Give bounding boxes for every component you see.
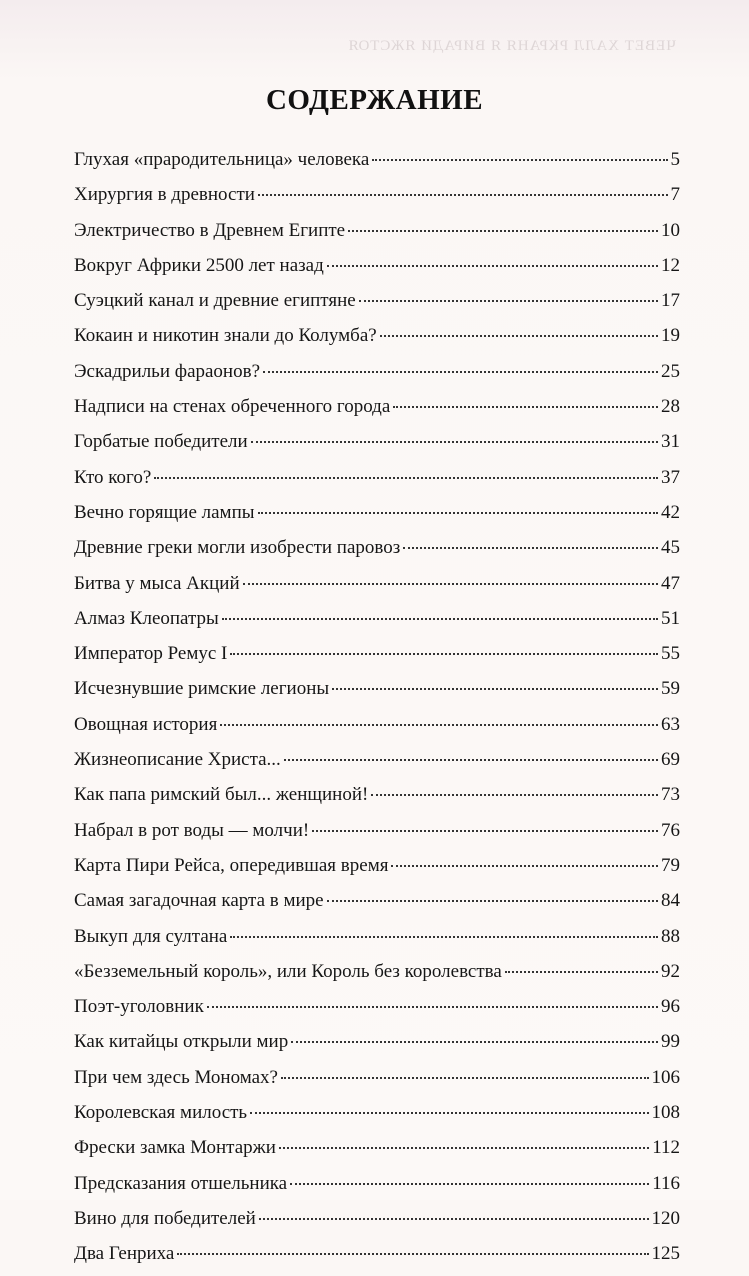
toc-entry-page-number: 51 <box>661 607 680 629</box>
toc-entry-title: Поэт-уголовник <box>74 996 204 1018</box>
toc-entry-page-number: 17 <box>661 290 680 312</box>
toc-entry <box>74 181 680 216</box>
toc-entry <box>74 1170 680 1205</box>
toc-entry <box>74 322 680 357</box>
toc-entry-page-number: 42 <box>661 501 680 523</box>
toc-entry-title: Электричество в Древнем Египте <box>74 219 346 241</box>
toc-entry-page-number: 37 <box>661 466 680 488</box>
toc-dot-leader <box>327 265 658 267</box>
toc-dot-leader <box>332 688 658 690</box>
toc-entry-title: Исчезнувшие римские легионы <box>74 678 330 700</box>
toc-dot-leader <box>279 1147 649 1149</box>
table-of-contents <box>74 146 680 1276</box>
toc-entry <box>74 1028 680 1063</box>
toc-dot-leader <box>251 441 658 443</box>
toc-dot-leader <box>505 971 658 973</box>
toc-entry-page-number: 125 <box>651 1243 680 1265</box>
toc-entry-page-number: 76 <box>661 819 680 841</box>
toc-dot-leader <box>250 1112 648 1114</box>
toc-entry <box>74 499 680 534</box>
toc-entry-title: Фрески замка Монтаржи <box>74 1137 276 1159</box>
toc-entry <box>74 464 680 499</box>
toc-dot-leader <box>154 477 658 479</box>
toc-entry-title: Надписи на стенах обреченного города <box>74 396 391 418</box>
toc-entry-title: Горбатые победители <box>74 431 248 453</box>
toc-entry <box>74 923 680 958</box>
toc-entry <box>74 887 680 922</box>
toc-dot-leader <box>243 583 658 585</box>
toc-entry-title: Битва у мыса Акций <box>74 572 240 594</box>
toc-entry-title: Предсказания отшельника <box>74 1172 288 1194</box>
toc-entry-title: Набрал в рот воды — молчи! <box>74 819 310 841</box>
toc-entry <box>74 781 680 816</box>
toc-entry <box>74 605 680 640</box>
toc-entry <box>74 146 680 181</box>
toc-dot-leader <box>222 618 658 620</box>
toc-entry-page-number: 69 <box>661 749 680 771</box>
toc-entry-page-number: 19 <box>661 325 680 347</box>
toc-entry <box>74 570 680 605</box>
toc-entry <box>74 1240 680 1275</box>
toc-entry-title: Алмаз Клеопатры <box>74 607 219 629</box>
toc-entry-title: Королевская милость <box>74 1102 248 1124</box>
toc-dot-leader <box>281 1077 649 1079</box>
toc-entry-title: Как папа римский был... женщиной! <box>74 784 369 806</box>
toc-entry-title: Два Генриха <box>74 1243 175 1265</box>
toc-entry <box>74 393 680 428</box>
toc-entry-page-number: 92 <box>661 960 680 982</box>
toc-entry <box>74 217 680 252</box>
toc-entry <box>74 852 680 887</box>
toc-entry-page-number: 108 <box>651 1102 680 1124</box>
toc-entry-page-number: 116 <box>652 1172 680 1194</box>
toc-entry-page-number: 31 <box>661 431 680 453</box>
toc-entry-page-number: 106 <box>651 1066 680 1088</box>
toc-entry-title: Карта Пири Рейса, опередившая время <box>74 854 389 876</box>
toc-dot-leader <box>391 865 658 867</box>
toc-entry <box>74 958 680 993</box>
toc-entry-title: Император Ремус I <box>74 643 228 665</box>
toc-dot-leader <box>291 1041 658 1043</box>
toc-entry-page-number: 45 <box>661 537 680 559</box>
toc-entry-page-number: 28 <box>661 396 680 418</box>
bleed-through-header: ЧЕВЕТ ХАЛЛ РКРАНЯ Я ВИРАДИ ЯЖСТОЯ <box>347 38 676 54</box>
toc-dot-leader <box>230 936 658 938</box>
toc-entry-title: Хирургия в древности <box>74 184 255 206</box>
toc-entry-title: Вечно горящие лампы <box>74 501 255 523</box>
toc-dot-leader <box>177 1253 648 1255</box>
toc-dot-leader <box>372 159 667 161</box>
toc-entry-title: Вокруг Африки 2500 лет назад <box>74 254 324 276</box>
toc-entry-page-number: 88 <box>661 925 680 947</box>
toc-entry <box>74 746 680 781</box>
toc-entry <box>74 711 680 746</box>
page-title: СОДЕРЖАНИЕ <box>265 84 484 116</box>
toc-entry-page-number: 55 <box>661 643 680 665</box>
toc-entry-page-number: 84 <box>661 890 680 912</box>
toc-entry-title: Древние греки могли изобрести паровоз <box>74 537 401 559</box>
toc-entry-page-number: 79 <box>661 854 680 876</box>
toc-dot-leader <box>403 547 658 549</box>
toc-entry <box>74 358 680 393</box>
toc-dot-leader <box>290 1183 649 1185</box>
toc-entry-page-number: 112 <box>652 1137 680 1159</box>
toc-entry-page-number: 25 <box>661 360 680 382</box>
toc-dot-leader <box>259 1218 649 1220</box>
toc-entry-title: Вино для победителей <box>74 1207 256 1229</box>
toc-entry <box>74 1205 680 1240</box>
toc-entry-page-number: 73 <box>661 784 680 806</box>
toc-entry <box>74 534 680 569</box>
toc-entry-title: Овощная история <box>74 713 218 735</box>
toc-entry-title: Как китайцы открыли мир <box>74 1031 289 1053</box>
toc-entry-page-number: 7 <box>670 184 680 206</box>
toc-entry-title: Глухая «прародительница» человека <box>74 149 370 170</box>
toc-entry-title: Самая загадочная карта в мире <box>74 890 324 912</box>
toc-dot-leader <box>312 830 658 832</box>
toc-dot-leader <box>393 406 658 408</box>
toc-entry-page-number: 120 <box>651 1207 680 1229</box>
toc-dot-leader <box>263 371 658 373</box>
toc-entry <box>74 1099 680 1134</box>
toc-entry <box>74 428 680 463</box>
toc-entry-page-number: 10 <box>661 219 680 241</box>
toc-dot-leader <box>220 724 658 726</box>
toc-entry-page-number: 99 <box>661 1031 680 1053</box>
toc-entry <box>74 252 680 287</box>
toc-entry <box>74 1064 680 1099</box>
toc-entry-title: «Безземельный король», или Король без королевства <box>74 960 502 982</box>
toc-dot-leader <box>359 300 658 302</box>
toc-entry <box>74 675 680 710</box>
toc-entry-title: Суэцкий канал и древние египтяне <box>74 290 356 312</box>
toc-entry-title: Выкуп для султана <box>74 925 228 947</box>
toc-entry-page-number: 47 <box>661 572 680 594</box>
toc-entry-title: Кокаин и никотин знали до Колумба? <box>74 325 377 347</box>
toc-dot-leader <box>371 794 658 796</box>
toc-entry <box>74 640 680 675</box>
toc-entry-title: Эскадрильи фараонов? <box>74 360 261 382</box>
toc-dot-leader <box>230 653 658 655</box>
toc-entry-title: Жизнеописание Христа... <box>74 749 281 771</box>
toc-entry-page-number: 63 <box>661 713 680 735</box>
toc-dot-leader <box>380 335 658 337</box>
toc-entry-page-number: 59 <box>661 678 680 700</box>
toc-entry <box>74 993 680 1028</box>
toc-dot-leader <box>327 900 658 902</box>
toc-dot-leader <box>284 759 658 761</box>
toc-dot-leader <box>258 194 668 196</box>
toc-entry-title: При чем здесь Мономах? <box>74 1066 278 1088</box>
toc-entry-title: Кто кого? <box>74 466 152 488</box>
toc-dot-leader <box>258 512 658 514</box>
toc-entry-page-number: 96 <box>661 996 680 1018</box>
toc-entry-page-number: 5 <box>670 149 680 170</box>
toc-dot-leader <box>348 230 658 232</box>
toc-entry-page-number: 12 <box>661 254 680 276</box>
toc-dot-leader <box>207 1006 658 1008</box>
toc-entry <box>74 817 680 852</box>
toc-entry <box>74 1134 680 1169</box>
toc-entry <box>74 287 680 322</box>
